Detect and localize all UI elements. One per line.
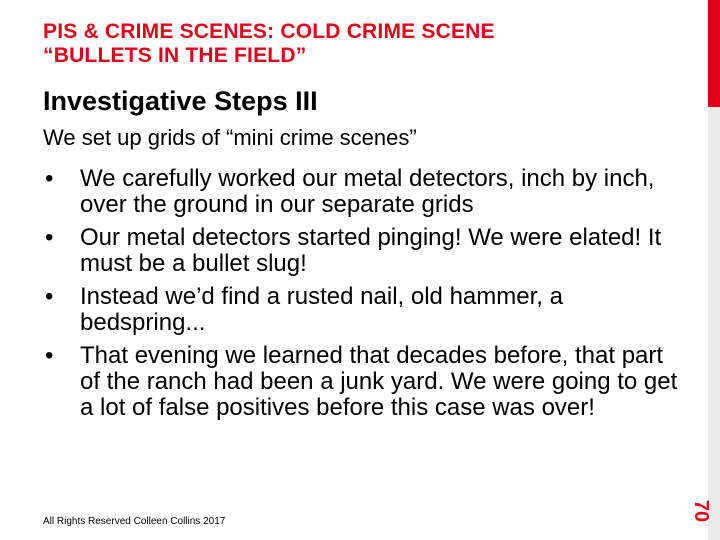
bullet-icon: •: [45, 165, 54, 192]
side-accent-bar-highlight: [708, 0, 720, 107]
bullet-text: That evening we learned that decades before, that part of the ranch had been a junk yard. We were going to get a lot of false positives before this case was over!: [80, 342, 678, 421]
bullet-icon: •: [45, 342, 54, 369]
page-number: 70: [690, 499, 712, 523]
slide-subtitle: Investigative Steps III: [43, 86, 318, 116]
bullet-text: Our metal detectors started pinging! We were elated! It must be a bullet slug!: [80, 224, 662, 277]
bullet-icon: •: [45, 224, 54, 251]
slide-title-line-2: “BULLETS IN THE FIELD”: [43, 44, 307, 67]
bullet-text: We carefully worked our metal detectors, inch by inch, over the ground in our separate grids: [80, 165, 655, 218]
slide-title-line-1: PIS & CRIME SCENES: COLD CRIME SCENE: [43, 20, 495, 43]
bullet-item: [43, 166, 683, 218]
bullet-text: Instead we’d find a rusted nail, old hammer, a bedspring...: [80, 283, 563, 336]
bullet-list: [43, 166, 683, 428]
bullet-item: [43, 225, 683, 277]
intro-text: We set up grids of “mini crime scenes”: [43, 125, 417, 150]
footer-copyright: All Rights Reserved Colleen Collins 2017: [43, 516, 226, 527]
bullet-item: [43, 343, 683, 421]
bullet-icon: •: [45, 283, 54, 310]
bullet-item: [43, 284, 683, 336]
slide-title: [43, 20, 683, 68]
